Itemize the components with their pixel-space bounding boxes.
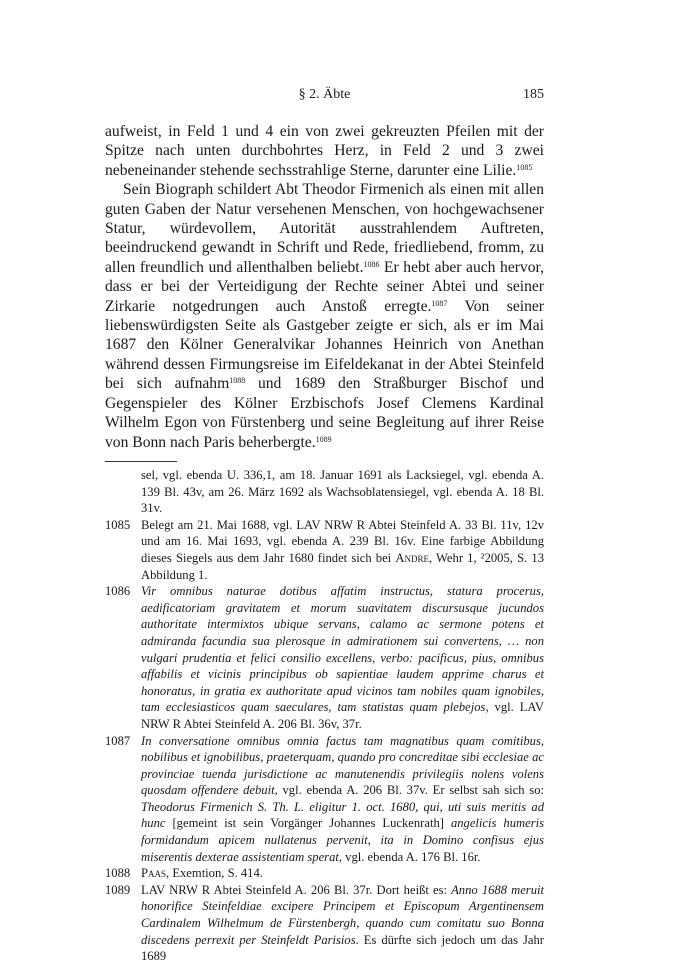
footnote-1085 <box>105 517 544 583</box>
footnote-ref[interactable]: 1089 <box>315 434 332 444</box>
paragraph-text: und 1689 den Straßburger Bischof und Gegenspieler des Kölner Erzbischofs Josef Clemens Kardinal Wilhelm Egon von Fürstenberg und seine Begleitung auf ihrer Reise von Bonn nach Paris beherbergte. <box>105 375 544 451</box>
author-name: Paas <box>141 866 167 881</box>
footnote-1086 <box>105 583 544 732</box>
footnote-number: 1089 <box>105 882 131 897</box>
footnotes <box>105 467 544 965</box>
footnote-1087 <box>105 733 544 866</box>
main-text <box>105 122 544 452</box>
paragraph <box>105 180 544 452</box>
author-name: Andre <box>395 550 429 565</box>
latin-quote: Anno 1688 meruit honorifice Steinfeldiae excipere Principem et Episcopum Argentinensem Cardinalem Wilhelmum de Fürstenbergh, quando cum comitatu suo Bonna discedens perrexit per Steinfeldt Parisios <box>141 882 545 947</box>
footnote-text: In conversatione omnibus omnia factus tam magnatibus quam comitibus, nobilibus et ignobilibus, praeterquam, quando pro concreditae sibi ecclesiae ac provinciae tuenda jurisdictione ac manutenendis privilegiis nolens volens quosdam offendere debuit, vgl. ebenda A. 206 Bl. 37v. Er selbst sah sich so: Theodorus Firmenich S. Th. L. eligitur 1. oct. 1680, qui, uti suis meritis ad hunc [gemeint ist sein Vorgänger Johannes Luckenrath] angelicis humeris formidandum apicem nullatenus pervenit, ita in Domino confisus ejus miserentis dexterae assistentiam sperat, vgl. ebenda A. 176 Bl. 16r. <box>141 733 545 864</box>
paragraph-text: aufweist, in Feld 1 und 4 ein von zwei gekreuzten Pfeilen mit der Spitze nach unten durchbohrtes Herz, in Feld 2 und 3 zwei nebeneinander stehende sechsstrahlige Sterne, darunter eine Lilie. <box>105 123 544 179</box>
paragraph <box>105 122 544 180</box>
paragraph-text: Er hebt aber auch hervor, dass er bei der Verteidigung der Rechte seiner Abtei und seiner Zirkarie notgedrungen auch Anstoß erregte. <box>105 258 544 315</box>
running-header <box>105 87 544 107</box>
footnote-1089 <box>105 882 544 965</box>
footnote-ref[interactable]: 1087 <box>431 298 448 308</box>
paragraph-text: Sein Biograph schildert Abt Theodor Firmenich als einen mit allen guten Gaben der Natur versehenen Menschen, von hochgewachsener Statur, würdevollem, Autorität ausstrahlendem Auftreten, beeindruckend gewandt in Schrift und Rede, friedliebend, fromm, zu allen freundlich und allenthalben beliebt. <box>105 181 544 276</box>
footnote-number: 1085 <box>105 517 131 532</box>
footnote-1088 <box>105 865 544 882</box>
section-title: § 2. Äbte <box>298 87 351 102</box>
footnote-text: LAV NRW R Abtei Steinfeld A. 206 Bl. 37r. Dort heißt es: Anno 1688 meruit honorifice Steinfeldiae excipere Principem et Episcopum Argentinensem Cardinalem Wilhelmum de Fürstenbergh, quando cum comitatu suo Bonna discedens perrexit per Steinfeldt Parisios. Es dürfte sich jedoch um das Jahr 1689 <box>141 882 545 964</box>
footnote-number: 1086 <box>105 584 131 599</box>
latin-quote: Theodorus Firmenich S. Th. L. eligitur 1. oct. 1680, qui, uti suis meritis ad hunc <box>141 799 544 831</box>
footnote-number: 1088 <box>105 866 131 881</box>
paragraph-text: Von seiner liebenswürdigsten Seite als Gastgeber zeigte er sich, als er im Mai 1687 den Kölner Generalvikar Johannes Heinrich von Anethan während dessen Firmungsreise im Eifeldekanat in der Abtei Steinfeld bei sich aufnahm <box>105 297 544 393</box>
footnote-number: 1087 <box>105 733 131 748</box>
latin-quote: Vir omnibus naturae dotibus affatim instructus, statura procerus, aedificatoriam gravitatem et morum suavitatem discursusque jucundos authoritate intermixtos ubique servans, calamo ac sermone potens et admiranda facundia sua plerosque in admirationem sui convertens, … non vulgari prudentia et felici consilio excellens, verbo: pacificus, pius, omnibus affabilis et vicinis principibus ob sapientiae laudem apprime charus et honoratus, in gratia ex authoritate apud vicinos tam nobiles quam ignobiles, tam ecclesiasticos quam saeculares, tam statistas quam plebejos <box>141 584 544 715</box>
footnote-text: Vir omnibus naturae dotibus affatim instructus, statura procerus, aedificatoriam gravitatem et morum suavitatem discursusque jucundos authoritate intermixtos ubique servans, calamo ac sermone potens et admiranda facundia sua plerosque in admirationem sui convertens, … non vulgari prudentia et felici consilio excellens, verbo: pacificus, pius, omnibus affabilis et vicinis principibus ob sapientiae laudem apprime charus et honoratus, in gratia ex authoritate apud vicinos tam nobiles quam ignobiles, tam ecclesiasticos quam saeculares, tam statistas quam plebejos, vgl. LAV NRW R Abtei Steinfeld A. 206 Bl. 36v, 37r. <box>141 584 544 731</box>
footnote-ref[interactable]: 1088 <box>229 376 246 386</box>
footnote-ref[interactable]: 1086 <box>363 260 380 270</box>
footnote-ref[interactable]: 1085 <box>516 163 533 173</box>
footnote-text: Belegt am 21. Mai 1688, vgl. LAV NRW R Abtei Steinfeld A. 33 Bl. 11v, 12v und am 16. Mai 1693, vgl. ebenda A. 239 Bl. 16v. Eine farbige Abbildung dieses Siegels aus dem Jahr 1680 findet sich bei Andre, Wehr 1, ²2005, S. 13 Abbildung 1. <box>141 517 544 582</box>
footnote-text: sel, vgl. ebenda U. 336,1, am 18. Januar 1691 als Lacksiegel, vgl. ebenda A. 139 Bl. 43v, am 26. März 1692 als Wachsoblatensiegel, vgl. ebenda A. 18 Bl. 31v. <box>141 468 544 516</box>
footnote-continuation <box>105 467 544 517</box>
latin-quote: In conversatione omnibus omnia factus tam magnatibus quam comitibus, nobilibus et ignobilibus, praeterquam, quando pro concreditae sibi ecclesiae ac provinciae tuenda jurisdictione ac manutenendis privilegiis nolens volens quosdam offendere debuit <box>141 733 544 798</box>
footnote-separator <box>105 461 177 462</box>
footnote-text: Paas, Exemtion, S. 414. <box>141 866 263 881</box>
latin-quote: angelicis humeris formidandum apicem nullatenus pervenit, ita in Domino confisus ejus miserentis dexterae assistentiam sperat <box>141 816 544 864</box>
page-number: 185 <box>523 87 544 102</box>
